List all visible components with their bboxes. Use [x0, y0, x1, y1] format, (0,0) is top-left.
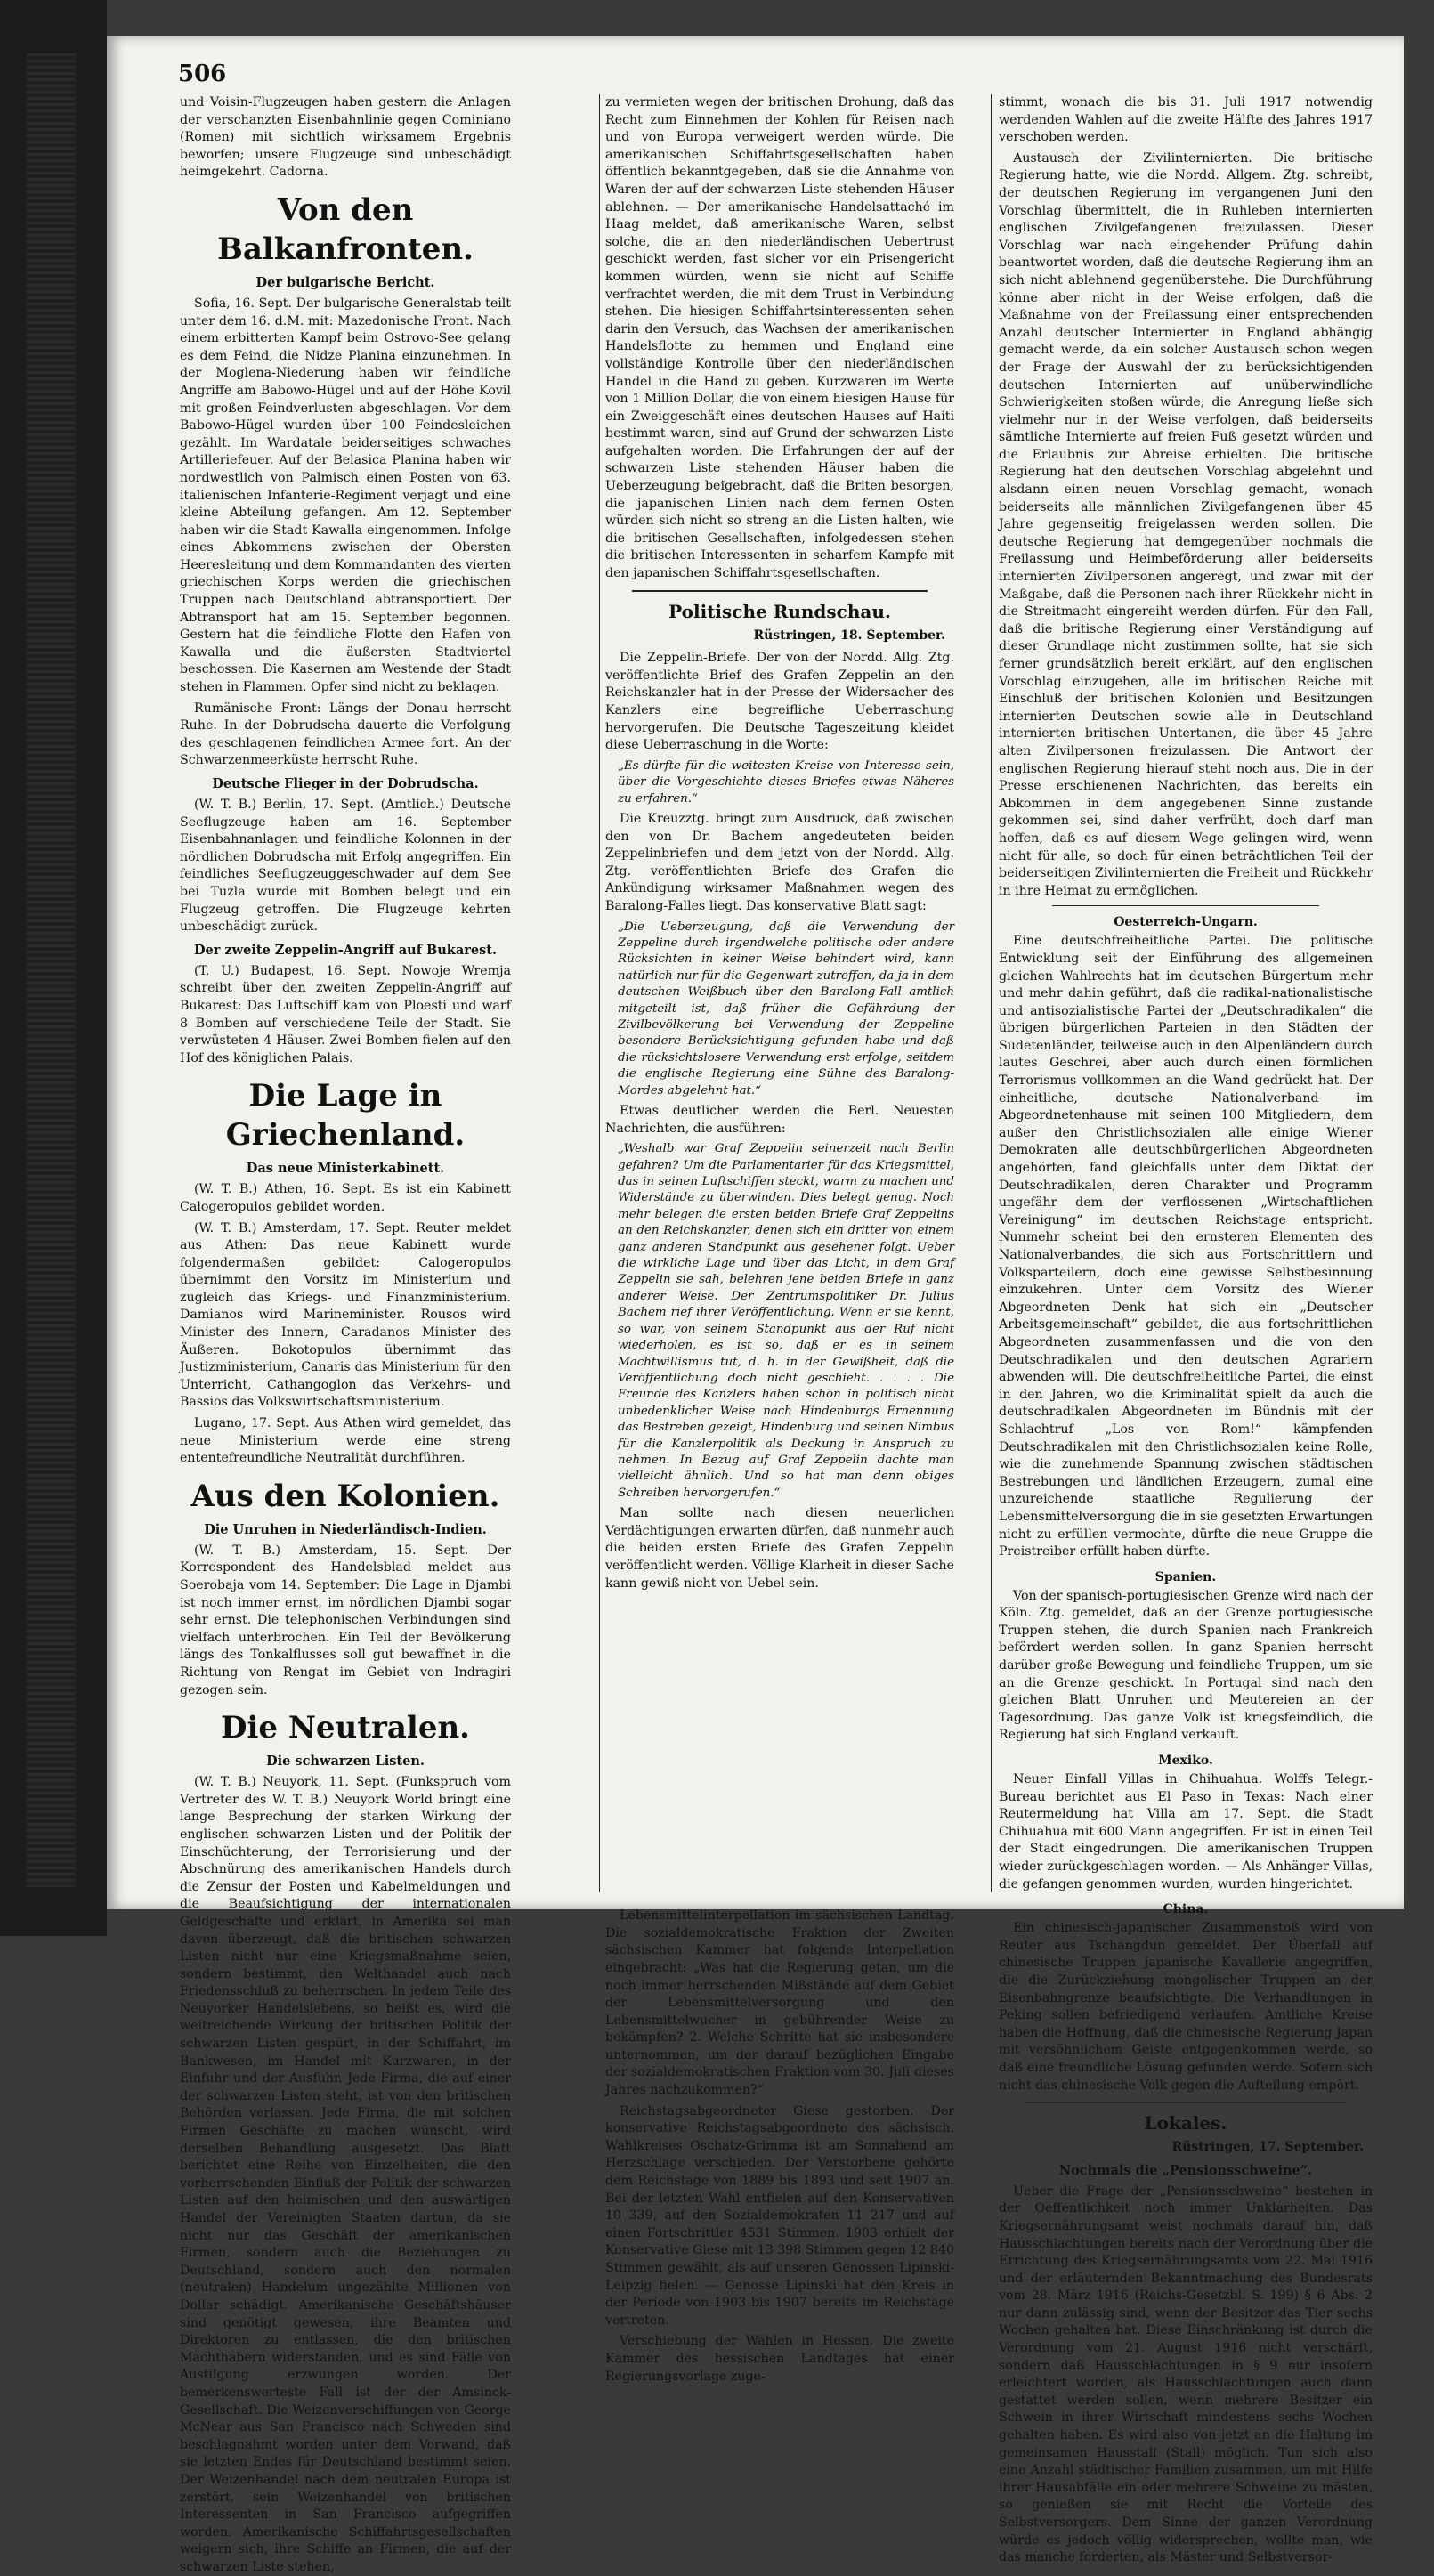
article-text: Lugano, 17. Sept. Aus Athen wird gemeldet, das neue Ministerium werde eine streng ententefreundliche Neutralität durchführen. [180, 1416, 511, 1466]
subheading: Die schwarzen Listen. [266, 1754, 425, 1770]
column-rule [991, 94, 992, 1892]
subheading: Der zweite Zeppelin-Angriff auf Bukarest. [193, 942, 498, 958]
article-text: Verschiebung der Wahlen in Hessen. Die zweite Kammer des hessischen Landtages hat einer Regierungsvorlage zuge- [605, 2334, 954, 2384]
subheading: Deutsche Flieger in der Dobrudscha. [212, 776, 479, 791]
section-heading: Die Neutralen. [220, 1710, 471, 1746]
newspaper-page [107, 36, 1404, 2574]
article-text: zu vermieten wegen der britischen Drohung, daß das Recht zum Einnehmen der Kohlen für Reisen nach und von Europa verweigert werden würde. Die amerikanischen Schiffahrtsgesellschaften haben öffentlich bekanntgegeben, daß sie die Annahme von Waren der auf der schwarzen Liste stehenden Häuser ablehnen. — Der amerikanische Handelsattaché im Haag meldet, daß amerikanische Waren, selbst solche, die an den niederländischen Uebertrust geschickt werden, fast sicher vor ein Prisengericht kommen würden, wenn sie nicht auf Schiffe verfrachtet werden, die mit dem Trust in Verbindung stehen. Die hiesigen Schiffahrtsinteressenten sehen darin den Versuch, das Wachsen der amerikanischen Handelsflotte zu hemmen und England eine vollständige Kontrolle über den niederländischen Handel in die Hand zu geben. Kurzwaren im Werte von 1 Million Dollar, die von einem hiesigen Hause für ein Zweiggeschäft eines deutschen Hauses auf Haiti bestimmt waren, sind auf Grund der schwarzen Liste aufgehalten worden. Die Erfahrungen der auf der schwarzen Liste stehenden Häuser haben die Ueberzeugung beigebracht, daß die Briten besorgen, die japanischen Linien nach dem fernen Osten würden sich nicht so streng an die Listen halten, wie die britischen Gesellschaften, infolgedessen stehen die britischen Interessenten in scharfem Kampfe mit den japanischen Schiffahrtsgesellschaften. [605, 95, 954, 581]
article-text: Sofia, 16. Sept. Der bulgarische Generalstab teilt unter dem 16. d.M. mit: Mazedonische Front. Nach einem erbitterten Kampf beim Ostrovo-See gelang es dem Feind, die Nidze Planina einzunehmen. In der Moglena-Niederung haben wir feindliche Angriffe am Babowo-Hügel und auf der Höhe Kovil mit großen Feindverlusten abgeschlagen. Vor dem Babowo-Hügel wurden über 100 Feindesleichen gezählt. Im Wardatale beiderseitiges schwaches Artilleriefeuer. Auf der Belasica Planina haben wir nordwestlich von Palmisch einen Posten von 63. italienischen Infanterie-Regiment verjagt und eine kleine Abteilung gefangen. Am 12. September haben wir die Stadt Kawalla eingenommen. Infolge eines Abkommens zwischen der Obersten Heeresleitung und dem Kommandanten des vierten griechischen Korps werden die griechischen Truppen nach Deutschland abtransportiert. Der Abtransport hat am 15. September begonnen. Gestern hat die feindliche Flotte den Hafen von Kawalla und die äußersten Stadtviertel beschossen. Die Kasernen am Westende der Stadt stehen in Flammen. Opfer sind nicht zu beklagen. [180, 296, 511, 695]
subheading: Das neue Ministerkabinett. [246, 1161, 445, 1177]
quote-text: „Weshalb war Graf Zeppelin seinerzeit nach Berlin gefahren? Um die Parlamentarier für das Kriegsmittel, das in seinen Luftschiffen steckt, warm zu machen und Widerstände zu überwinden. Dies belegt genug. Noch mehr belegen die ersten beiden Briefe Graf Zeppelins an den Reichskanzler, denen sich ein dritter von einem ganz anderen Standpunkt aus gesehener folgt. Ueber die wirkliche Lage und über das Licht, in dem Graf Zeppelin sie sah, belehren jene beiden Briefe in ganz anderer Weise. Der Zentrumspolitiker Dr. Julius Bachem rief ihrer Veröffentlichung. Wenn er sie kennt, so war, von seinem Standpunkt aus der Ruf nicht wiederholen, es ist so, daß er es in seinem Machtwillismus tut, d. h. in der Gewißheit, daß die Veröffentlichung doch nicht geschieht. . . . . Die Freunde des Kanzlers haben schon in politisch nicht unbedenklicher Weise nach Hindenburgs Ernennung das Bestreben gezeigt, Hindenburg und seinen Nimbus für die Kanzlerpolitik als Deckung in Anspruch zu nehmen. In Bezug auf Graf Zeppelin dachte man vielleicht ähnlich. Und so hat man denn obiges Schreiben hervorgerufen.“ [618, 1142, 954, 1500]
subheading: Der bulgarische Bericht. [255, 274, 435, 290]
article-text: Etwas deutlicher werden die Berl. Neuesten Nachrichten, die ausführen: [605, 1104, 954, 1136]
article-text: stimmt, wonach die bis 31. Juli 1917 notwendig werdenden Wahlen auf die zweite Hälfte des Jahres 1917 verschoben werden. [999, 95, 1373, 145]
dateline: Rüstringen, 18. September. [753, 628, 945, 643]
article-text: Austausch der Zivilinternierten. Die britische Regierung hatte, wie die Nordd. Allgem. Ztg. schreibt, der deutschen Regierung im vergangenen Juni den Vorschlag übermittelt, die in Ruhleben internierten englischen Zivilgefangenen freizulassen. Dieser Vorschlag war nach eingehender Prüfung dahin beantwortet worden, daß die deutsche Regierung ihm an sich nicht ablehnend gegenüberstehe. Die Durchführung könne aber nicht in der Weise erfolgen, daß die Maßnahme von der Freilassung einer entsprechenden Anzahl deutscher Internierter in England abhängig gemacht werde, da ein solcher Austausch schon wegen der Frage der Auswahl der zu berücksichtigenden deutschen Internierten auf unüberwindliche Schwierigkeiten stoßen würde; die Anregung ließe sich vielmehr nur in der Weise verfolgen, daß beiderseits sämtliche Internierte auf freien Fuß gesetzt würden und die Erlaubnis zur Abreise erhielten. Die britische Regierung hat den deutschen Vorschlag abgelehnt und alsdann einen neuen Vorschlag gemacht, wonach beiderseits alle männlichen Zivilgefangenen über 45 Jahre gegenseitig freigelassen werden sollen. Die deutsche Regierung hat demgegenüber nochmals die Freilassung und Heimbeförderung aller beiderseits internierten Zivilpersonen angeregt, und zwar mit der Maßgabe, daß die Personen nach ihrer Rückkehr nicht in die Streitmacht eingereiht werden dürfen. Für den Fall, daß die britische Regierung einer Verständigung auf dieser Grundlage nicht zustimmen sollte, hat sie sich ferner grundsätzlich bereit erklärt, auf den englischen Vorschlag einzugehen, alle im britischen Reiche mit Einschluß der britischen Kolonien und Besitzungen internierten Deutschen sowie alle in Deutschland internierten britischen Untertanen, die über 45 Jahre alten Zivilpersonen freizulassen. Die Antwort der englischen Regierung hierauf steht noch aus. Die in der Presse erschienenen Nachrichten, das bereits ein Abkommen in dem angegebenen Sinne zustande gekommen sei, sind daher verfrüht, doch darf man hoffen, daß es auf diesem Wege gelingen wird, wenn nicht für alle, so doch für einen beträchtlichen Teil der beiderseitigen Zivilinternierten die Freiheit und Rückkehr in ihre Heimat zu ermöglichen. [999, 150, 1373, 898]
book-binding [0, 0, 107, 1936]
article-text: (W. T. B.) Amsterdam, 15. Sept. Der Korrespondent des Handelsblad meldet aus Soerobaja vom 14. September: Die Lage in Djambi ist noch immer ernst, im nördlichen Djambi sogar sehr ernst. Die telephonischen Verbindungen sind vielfach unterbrochen. Ein Teil der Bevölkerung längs des Tonkalflusses soll gut bewaffnet in die Richtung von Rengat im Gebiet von Indragiri gezogen sein. [180, 1543, 511, 1697]
section-heading: Lokales. [1144, 2112, 1227, 2135]
article-text: Die Zeppelin-Briefe. Der von der Nordd. Allg. Ztg. veröffentlichte Brief des Grafen Zeppelin an den Reichskanzler hat in der Presse der Widersacher des Kanzlers eine begreifliche Ueberraschung hervorgerufen. Die Deutsche Tageszeitung kleidet diese Ueberraschung in die Worte: [605, 651, 954, 753]
column-1 [180, 94, 511, 2574]
binding-texture [27, 53, 76, 1887]
section-heading: Oesterreich-Ungarn. [1114, 915, 1258, 930]
article-text: Von der spanisch-portugiesischen Grenze wird nach der Köln. Ztg. gemeldet, daß an der Grenze portugiesische Truppen stehen, die durch Spanien nach Frankreich befördert werden sollen. In ganz Spanien herrscht darüber große Bewegung und feindliche Truppen, um sie an die Grenze geschickt. In Portugal sind nach den gleichen Blatt Unruhen und Meutereien an der Tagesordnung. Das ganze Volk ist kriegsfeindlich, die Regierung hat sich England verkauft. [999, 1588, 1373, 1743]
divider [1025, 2102, 1346, 2103]
article-text: Man sollte nach diesen neuerlichen Verdächtigungen erwarten dürfen, daß nunmehr auch die beiden ersten Briefe des Grafen Zeppelin veröffentlicht werden. Völlige Klarheit in dieser Sache kann gewiß nicht von Uebel sein. [605, 1506, 954, 1591]
article-text: (T. U.) Budapest, 16. Sept. Nowoje Wremja schreibt über den zweiten Zeppelin-Angriff auf Bukarest: Das Luftschiff kam von Ploesti und warf 8 Bomben auf verschiedene Teile der Stadt. Sie verwüsteten 4 Häuser. Zwei Bomben fielen auf den Hof des königlichen Palais. [180, 963, 511, 1065]
subheading: Die Unruhen in Niederländisch-Indien. [204, 1521, 487, 1537]
article-text: Reichstagsabgeordneter Giese gestorben. Der konservative Reichstagsabgeordnete des sächsisch. Wahlkreises Oschatz-Grimma ist am Sonnabend am Herzschlage verschieden. Der Verstorbene gehörte dem Reichstage von 1889 bis 1893 und seit 1907 an. Bei der letzten Wahl entfielen auf den Konservativen 10 339, auf den Sozialdemokraten 11 217 und auf einen Fortschrittler 4531 Stimmen. 1903 erhielt der Konservative Giese mit 13 398 Stimmen gegen 12 840 Stimmen gewählt, als auf unseren Genossen Lipinski-Leipzig fielen. — Genosse Lipinski hat den Kreis in der Periode von 1903 bis 1907 bereits im Reichstage vertreten. [605, 2103, 954, 2328]
article-text: Lebensmittelinterpellation im sächsischen Landtag. Die sozialdemokratische Fraktion der Zweiten sächsischen Kammer hat folgende Interpellation eingebracht: „Was hat die Regierung getan, um die noch immer herrschenden Mißstände auf dem Gebiet der Lebensmittelversorgung und den Lebensmittelwucher in gebührender Weise zu bekämpfen? 2. Welche Schritte hat sie insbesondere unternommen, um der darauf bezüglichen Eingabe der sozialdemokratischen Fraktion vom 30. Juli dieses Jahres nachzukommen?“ [605, 1908, 954, 2098]
article-text: Ueber die Frage der „Pensionsschweine“ bestehen in der Oeffentlichkeit noch immer Unklarheiten. Das Kriegsernährungsamt weist nochmals darauf hin, daß Hausschlachtungen bereits nach der Verordnung über die Errichtung des Kriegsernährungsamts vom 22. Mai 1916 und der erläuternden Bekanntmachung des Bundesrats vom 28. März 1916 (Reichs-Gesetzbl. S. 199) § 6 Abs. 2 nur dann zulässig sind, wenn der Besitzer das Tier sechs Wochen gehalten hat. Diese Einschränkung ist durch die Verordnung vom 21. August 1916 nicht verschärft, sondern daß Hausschlachtungen in § 9 nur insofern erleichtert worden, als Hausschlachtungen auch dann gestattet werden sollen, wenn mehrere Besitzer ein Schwein in ihrer Wirtschaft mindestens sechs Wochen gehalten haben. Es wird also von jetzt an die Haltung im gemeinsamen Hausstall (Stall) möglich. Tun sich also eine Anzahl städtischer Familien zusammen, um mit Hilfe ihrer Hausabfälle ein oder mehrere Schweine zu mästen, so genießen sie mit Recht die Vorteile des Selbstversorgers. Dem Sinne der ganzen Verordnung würde es jedoch völlig widersprechen, wollte man, wie das manche forderten, als Mäster und Selbstversor- [999, 2183, 1373, 2565]
article-text: Eine deutschfreiheitliche Partei. Die politische Entwicklung seit der Einführung des allgemeinen gleichen Wahlrechts hat im deutschen Bürgertum mehr und mehr dahin geführt, daß die radikal-nationalistische und antisozialistische Partei der „Deutschradikalen“ die übrigen bürgerlichen Parteien in den Städten der Sudetenländer, teilweise auch in den Alpenländern durch lautes Geschrei, aber auch durch einen förmlichen Terrorismus vollkommen an die Wand gedrückt hat. Der einheitliche, deutsche Nationalverband im Abgeordnetenhause mit seinen 100 Mitgliedern, dem außer den Christlichsozialen alle einige Wiener Demokraten alle deutschbürgerlichen Abgeordneten angehörten, fand gleichfalls unter dem Diktat der Deutschradikalen, deren Charakter und Programm ungefähr dem der verflossenen „Wirtschaftlichen Vereinigung“ im deutschen Reichstage entspricht. Nunmehr scheint bei den ernsteren Elementen des Nationalverbandes, die sich aus Fortschrittlern und Volksparteilern, doch eine gewisse Selbstbesinnung einzukehren. Unter dem Vorsitz des Wiener Abgeordneten Denk hat sich ein „Deutscher Arbeitsgemeinschaft“ gebildet, die aus fortschrittlichen Abgeordneten zusammenfassen und die von den Deutschradikalen und den deutschen Agrariern abwenden will. Die deutschfreiheitliche Partei, die einst in den Jahren, wo die Kriminalität spielt da auch die deutschradikalen Abgeordneten im Bündnis mit der Schlachtruf „Los von Rom!“ kämpfenden Deutschradikalen mit den Christlichsozialen keine Rolle, wie die zunehmende Spannung zwischen städtischen Bestrebungen und ländlichen Erzeugern, zumal eine unzureichende staatliche Regulierung der Lebensmittelversorgung die in sie gesetzten Erwartungen nicht zu erfüllen vermochte, dürfte die neue Gruppe die Preistreiber erfüllt haben dürfte. [999, 934, 1373, 1559]
article-text: (W. T. B.) Amsterdam, 17. Sept. Reuter meldet aus Athen: Das neue Kabinett wurde folgendermaßen gebildet: Calogeropulos übernimmt den Vorsitz im Ministerium und zugleich das Kriegs- und Finanzministerium. Damianos wird Marineminister. Rousos wird Minister des Innern, Caradanos Minister des Äußeren. Bokotopulos übernimmt das Justizministerium, Canaris das Ministerium für den Unterricht, Cathangoglon das Verkehrs- und Bassios das Volkswirtschaftsministerium. [180, 1220, 511, 1410]
quote-text: „Es dürfte für die weitesten Kreise von Interesse sein, über die Vorgeschichte dieses Briefes etwas Näheres zu erfahren.“ [618, 758, 954, 806]
article-text: und Voisin-Flugzeugen haben gestern die Anlagen der verschanzten Eisenbahnlinie gegen Cominiano (Romen) mit sichtlich wirksamem Ergebnis beworfen; unsere Flugzeuge sind unbeschädigt heimgekehrt. Cadorna. [180, 95, 511, 180]
article-text: Ein chinesisch-japanischer Zusammenstoß wird von Reuter aus Tschangdun gemeldet. Der Überfall auf chinesische Truppen japanische Kavallerie angegriffen, die die Zurückziehung mongolischer Truppen an der Eisenbahngrenze beaufsichtigte. Die Verhandlungen in Peking sollen befriedigend verlaufen. Amtliche Kreise haben die Hoffnung, daß die chinesische Regierung Japan mit versöhnlichem Geiste entgegenkommen werde, so daß eine freundliche Lösung gefunden werde. Sofern sich nicht das chinesische Volk gegen die Aufteilung empört. [999, 1921, 1373, 2093]
article-text: (W. T. B.) Athen, 16. Sept. Es ist ein Kabinett Calogeropulos gebildet worden. [180, 1182, 511, 1214]
divider [632, 590, 928, 592]
column-rule [599, 94, 600, 1892]
article-text: (W. T. B.) Berlin, 17. Sept. (Amtlich.) Deutsche Seeflugzeuge haben am 16. September Eisenbahnanlagen und feindliche Kolonnen in der nördlichen Dobrudscha mit Erfolg angegriffen. Ein feindliches Seeflugzeuggeschwader auf dem See bei Tuzla wurde mit Bomben belegt und ein Flugzeug getroffen. Die Flugzeuge kehrten unbeschädigt zurück. [180, 798, 511, 935]
blank-area [605, 1596, 954, 1908]
article-text: (W. T. B.) Neuyork, 11. Sept. (Funkspruch vom Vertreter des W. T. B.) Neuyork World bringt eine lange Besprechung der starken Wirkung der englischen schwarzen Listen und der Politik der Einschüchterung, der Terrorisierung und der Abschnürung des amerikanischen Handels durch die Zensur der Posten und Kabelmeldungen und die Beaufsichtigung der internationalen Geldgeschäfte und erklärt, in Amerika sei man davon überzeugt, daß die britischen schwarzen Listen nicht nur eine Kriegsmaßnahme seien, sondern bestimmt, den Welthandel auch nach Friedensschluß zu beherrschen. In jedem Teile des Neuyorker Handelslebens, so heißt es, wird die weitreichende Wirkung der britischen Politik der schwarzen Listen gespürt, in der Schiffahrt, im Bankwesen, im Handel mit Kurzwaren, in der Einfuhr und der Ausfuhr. Jede Firma, die auf einer der schwarzen Listen steht, ist von den britischen Behörden verlassen. Jede Firma, die mit solchen Firmen Geschäfte zu machen wünscht, wird derselben Behandlung ausgesetzt. Das Blatt berichtet eine Reihe von Einzelheiten, die den vorherrschenden Einfluß der Politik der schwarzen Listen auf den heimischen und den auswärtigen Handel der Vereinigten Staaten dartun, da sie nicht nur das Geschäft der amerikanischen Firmen, sondern auch die Beziehungen zu Deutschland, sondern auch den normalen (neutralen) Handelum ungezählte Millionen von Dollar schädigt. Amerikanische Geschäftshäuser sind genötigt gewesen, ihre Beamten und Direktoren zu entlassen, die den britischen Machthabern widerstanden, und es sind Fälle von Austilgung erzwungen worden. Der bemerkenswerteste Fall ist der der Amsinck-Gesellschaft. Die Weizenverschiffungen von George McNear aus San Francisco nach Schweden sind beschlagnahmt worden unter dem Vorwand, daß sie letzten Endes für Deutschland bestimmt seien. Der Weizenhandel nach dem neutralen Europa ist zerstört, sein Weizenhandel von britischen Interessenten in San Francisco aufgegriffen worden. Amerikanische Schiffahrtsgesellschaften weigern sich, ihre Schiffe an Firmen, die auf der schwarzen Liste stehen, [180, 1775, 511, 2574]
section-heading: Spanien. [1154, 1569, 1217, 1584]
section-heading: Aus den Kolonien. [190, 1478, 500, 1514]
dateline: Rüstringen, 17. September. [1171, 2140, 1364, 2155]
section-heading: Politische Rundschau. [668, 600, 891, 622]
article-text: Rumänische Front: Längs der Donau herrscht Ruhe. In der Dobrudscha dauerte die Verfolgung des geschlagenen feindlichen Armee fort. An der Schwarzenmeerküste herrscht Ruhe. [180, 701, 511, 768]
page-number: 506 [178, 61, 227, 87]
section-heading: Von den Balkanfronten. [217, 191, 474, 267]
article-text: Neuer Einfall Villas in Chihuahua. Wolffs Telegr.-Bureau berichtet aus El Paso in Texas: Nach einer Reutermeldung hat Villa am 17. Sept. die Stadt Chihuahua mit 600 Mann angegriffen. Er ist in einen Teil der Stadt eingedrungen. Die amerikanischen Truppen wieder zurückgeschlagen worden. — Als Anhänger Villas, die gefangen genommen wurden, wurden hingerichtet. [999, 1772, 1373, 1891]
subheading: Nochmals die „Pensionsschweine“. [1058, 2162, 1313, 2178]
section-heading: Die Lage in Griechenland. [225, 1078, 466, 1154]
column-3 [999, 94, 1373, 2565]
article-text: Die Kreuzztg. bringt zum Ausdruck, daß zwischen den von Dr. Bachem angedeuteten beiden Zeppelinbriefen und dem jetzt von der Nordd. Allg. Ztg. veröffentlichten Briefe des Grafen die Ankündigung wirksamer Maßnahmen wegen des Baralong-Falles liegt. Das konservative Blatt sagt: [605, 812, 954, 913]
section-heading: China. [1163, 1902, 1209, 1917]
column-2 [605, 94, 954, 2384]
divider [1052, 905, 1319, 906]
section-heading: Mexiko. [1158, 1754, 1213, 1769]
quote-text: „Die Ueberzeugung, daß die Verwendung der Zeppeline durch irgendwelche politische oder andere Rücksichten in keiner Weise behindert wird, kann natürlich nur für die Gegenwart zutreffen, da ja in dem deutschen Weißbuch über den Baralong-Fall amtlich mitgeteilt ist, daß früher die Gefährdung der Zivilbevölkerung bei Verwendung der Zeppeline besondere Berücksichtigung gefunden habe und daß die rücksichtslosere Verwendung erst erfolge, seitdem die englische Regierung eine Sühne des Baralong-Mordes abgelehnt hat.“ [618, 919, 954, 1098]
